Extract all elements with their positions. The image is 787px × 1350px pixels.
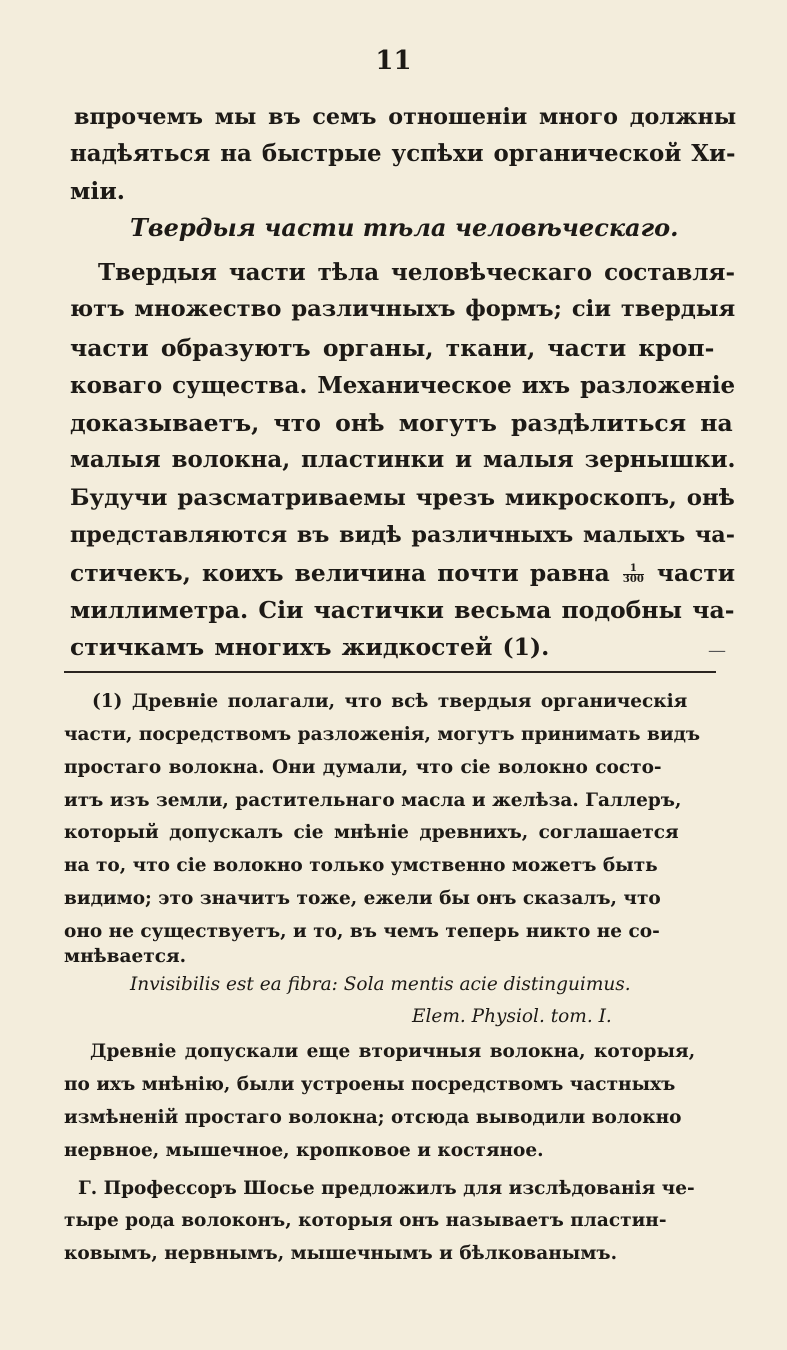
text-line: Будучи разсматриваемы чрезъ микроскопъ, онѣ bbox=[70, 485, 735, 511]
latin-quote: Invisibilis est ea fibra: Sola mentis acie distinguimus. bbox=[130, 974, 631, 995]
footnote-line: Древнiе допускали еще вторичныя волокна, которыя, bbox=[90, 1041, 696, 1062]
text-line: малыя волокна, пластинки и малыя зернышки. bbox=[70, 447, 736, 473]
stray-dash: — bbox=[708, 640, 726, 661]
text-segment: части bbox=[656, 559, 736, 587]
footnote-line: нервное, мышечное, кропковое и костяное. bbox=[64, 1140, 544, 1161]
footnote-line: (1) Древнiе полагали, что всѣ твердыя органическiя bbox=[92, 691, 688, 712]
footnote-line: части, посредствомъ разложенiя, могутъ принимать видъ bbox=[64, 724, 701, 745]
text-line: ютъ множество различныхъ формъ; сiи твердыя bbox=[70, 296, 736, 322]
text-line: коваго существа. Механическое ихъ разложенiе bbox=[70, 372, 736, 399]
section-heading: Твердыя части тѣла человѣческаго. bbox=[130, 213, 679, 242]
text-line: миллиметра. Сiи частички весьма подобны ча- bbox=[70, 596, 735, 624]
footnote-line: который допускалъ сiе мнѣнiе древнихъ, соглашается bbox=[64, 822, 679, 843]
page-number: 11 bbox=[375, 46, 412, 76]
footnote-line: измѣненiй простаго волокна; отсюда выводили волокно bbox=[64, 1107, 682, 1128]
fraction-numerator: 1 bbox=[623, 564, 644, 575]
text-line: Твердыя части тѣла человѣческаго составля- bbox=[98, 259, 735, 286]
footnote-line: тыре рода волоконъ, которыя онъ называетъ пластин- bbox=[64, 1210, 667, 1231]
footnote-line: по ихъ мнѣнiю, были устроены посредствомъ частныхъ bbox=[64, 1074, 676, 1095]
footnote-line: простаго волокна. Они думали, что сiе волокно состо- bbox=[64, 757, 662, 778]
footnote-rule bbox=[64, 671, 716, 673]
fraction bbox=[623, 564, 644, 585]
footnote-line: мнѣвается. bbox=[64, 946, 187, 967]
footnote-line: на то, что сiе волокно только умственно можетъ быть bbox=[64, 855, 658, 876]
quote-source: Elem. Physiol. tom. I. bbox=[412, 1006, 612, 1027]
footnote-line: Г. Профессоръ Шосье предложилъ для изслѣдованiя че- bbox=[78, 1178, 695, 1199]
text-line: части образуютъ органы, ткани, части кроп- bbox=[70, 334, 715, 362]
text-line: доказываетъ, что онѣ могутъ раздѣлиться на bbox=[70, 409, 733, 437]
text-line: мiи. bbox=[70, 177, 125, 205]
footnote-line: видимо; это значитъ тоже, ежели бы онъ сказалъ, что bbox=[64, 888, 661, 909]
text-line: стичкамъ многихъ жидкостей (1). bbox=[70, 633, 550, 661]
footnote-line: оно не существуетъ, и то, въ чемъ теперь никто не со- bbox=[64, 921, 660, 942]
text-line: надѣяться на быстрые успѣхи органической Хи- bbox=[70, 141, 736, 167]
text-line: представляются въ видѣ различныхъ малыхъ ча- bbox=[70, 522, 735, 548]
fraction-denominator: 300 bbox=[622, 574, 644, 585]
text-line bbox=[70, 559, 735, 587]
footnote-line: ковымъ, нервнымъ, мышечнымъ и бѣлкованымъ. bbox=[64, 1243, 618, 1264]
text-line: впрочемъ мы въ семъ отношенiи много должны bbox=[74, 104, 737, 130]
text-segment: стичекъ, коихъ величина почти равна bbox=[70, 559, 610, 587]
footnote-line: итъ изъ земли, растительнаго масла и желѣза. Галлеръ, bbox=[64, 790, 682, 811]
